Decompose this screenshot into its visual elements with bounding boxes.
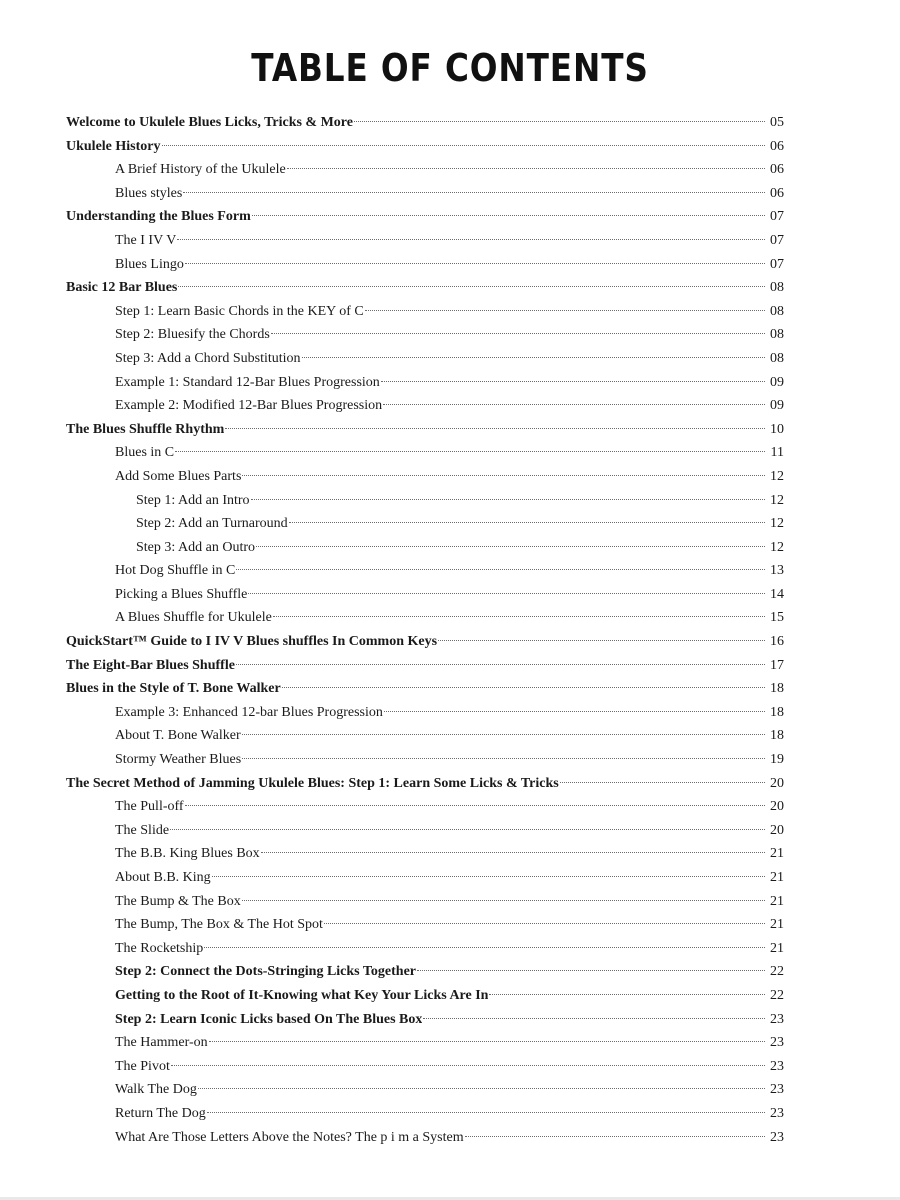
toc-entry-title: Step 1: Learn Basic Chords in the KEY of C [115,303,364,319]
toc-entry-page-number: 07 [770,232,784,248]
dot-leader [209,1041,765,1042]
dot-leader [207,1112,765,1113]
dot-leader [225,428,765,429]
toc-entry-page-number: 23 [770,1105,784,1121]
toc-entry-page-number: 10 [770,421,784,437]
toc-entry-page-number: 15 [770,610,784,626]
dot-leader [171,1065,765,1066]
toc-entry-title: QuickStart™ Guide to I IV V Blues shuffles In Common Keys [66,634,438,650]
dot-leader [236,569,765,570]
toc-entry-title: Getting to the Root of It-Knowing what Key Your Licks Are In [115,987,489,1003]
toc-entry[interactable] [66,748,784,772]
dot-leader [183,192,765,193]
toc-entry-title: Step 3: Add an Outro [136,539,255,555]
toc-entry[interactable] [66,960,784,984]
toc-entry[interactable] [66,1008,784,1032]
dot-leader [242,475,765,476]
dot-leader [560,782,765,783]
toc-entry-page-number: 23 [770,1058,784,1074]
toc-entry-title: The B.B. King Blues Box [115,846,260,862]
toc-entry[interactable] [66,111,784,135]
dot-leader [204,947,765,948]
toc-entry[interactable] [66,583,784,607]
dot-leader [289,522,765,523]
toc-entry[interactable] [66,347,784,371]
dot-leader [162,145,766,146]
toc-entry-page-number: 23 [770,1082,784,1098]
dot-leader [256,546,765,547]
toc-entry[interactable] [66,489,784,513]
dot-leader [185,263,765,264]
toc-entry[interactable] [66,1078,784,1102]
toc-entry-page-number: 06 [770,138,784,154]
toc-entry-title: Hot Dog Shuffle in C [115,563,236,579]
toc-entry-page-number: 23 [770,1035,784,1051]
toc-entry-page-number: 12 [770,516,784,532]
toc-entry-page-number: 08 [770,303,784,319]
toc-entry-title: The Secret Method of Jamming Ukulele Blues: Step 1: Learn Some Licks & Tricks [66,775,559,791]
toc-entry-title: The Blues Shuffle Rhythm [66,421,225,437]
toc-entry[interactable] [66,536,784,560]
dot-leader [248,593,765,594]
toc-entry[interactable] [66,1055,784,1079]
toc-entry-title: Blues in C [115,445,175,461]
dot-leader [365,310,765,311]
toc-entry-title: Return The Dog [115,1105,206,1121]
toc-entry-title: Example 3: Enhanced 12-bar Blues Progression [115,704,383,720]
toc-entry[interactable] [66,182,784,206]
toc-entry[interactable] [66,1031,784,1055]
toc-entry-title: The I IV V [115,232,177,248]
table-of-contents [66,111,784,1149]
toc-entry[interactable] [66,677,784,701]
toc-entry[interactable] [66,559,784,583]
dot-leader [384,711,765,712]
toc-entry-page-number: 13 [770,563,784,579]
toc-entry-title: Stormy Weather Blues [115,752,242,768]
toc-entry-page-number: 09 [770,398,784,414]
toc-entry-page-number: 07 [770,209,784,225]
toc-entry-page-number: 14 [770,586,784,602]
toc-entry[interactable] [66,276,784,300]
toc-entry-page-number: 08 [770,350,784,366]
toc-entry[interactable] [66,819,784,843]
toc-entry-page-number: 20 [770,775,784,791]
toc-entry[interactable] [66,701,784,725]
toc-entry-title: Example 1: Standard 12-Bar Blues Progression [115,374,380,390]
toc-entry-title: Step 2: Add an Turnaround [136,516,288,532]
dot-leader [282,687,765,688]
toc-entry-title: A Brief History of the Ukulele [115,162,286,178]
toc-entry-page-number: 22 [770,964,784,980]
toc-entry-title: The Bump, The Box & The Hot Spot [115,917,323,933]
dot-leader [178,286,765,287]
toc-entry-title: A Blues Shuffle for Ukulele [115,610,272,626]
dot-leader [236,664,765,665]
toc-entry-title: What Are Those Letters Above the Notes? The p i m a System [115,1129,464,1145]
toc-entry[interactable] [66,724,784,748]
toc-entry-page-number: 21 [770,893,784,909]
toc-entry[interactable] [66,418,784,442]
toc-entry-title: The Pivot [115,1058,170,1074]
toc-entry[interactable] [66,205,784,229]
dot-leader [423,1018,765,1019]
toc-entry-title: The Pull-off [115,799,184,815]
dot-leader [242,734,765,735]
dot-leader [438,640,765,641]
dot-leader [354,121,765,122]
toc-entry-page-number: 05 [770,115,784,130]
toc-entry-title: Step 1: Add an Intro [136,492,250,508]
toc-entry-page-number: 23 [770,1129,784,1145]
toc-entry-title: Blues Lingo [115,256,184,272]
toc-entry[interactable] [66,1102,784,1126]
toc-entry-title: The Hammer-on [115,1035,208,1051]
toc-entry-title: Blues styles [115,185,183,201]
toc-entry[interactable] [66,984,784,1008]
toc-entry-page-number: 20 [770,799,784,815]
toc-entry[interactable] [66,300,784,324]
toc-entry[interactable] [66,937,784,961]
dot-leader [273,616,765,617]
toc-entry-page-number: 12 [770,539,784,555]
dot-leader [383,404,765,405]
toc-entry[interactable] [66,890,784,914]
toc-entry-page-number: 09 [770,374,784,390]
toc-entry-page-number: 23 [770,1011,784,1027]
dot-leader [185,805,765,806]
toc-entry-page-number: 12 [770,468,784,484]
toc-entry-title: Blues in the Style of T. Bone Walker [66,681,281,697]
toc-entry[interactable] [66,371,784,395]
dot-leader [465,1136,765,1137]
dot-leader [489,994,765,995]
toc-entry-page-number: 18 [770,681,784,697]
dot-leader [251,499,765,500]
toc-entry-page-number: 19 [770,752,784,768]
dot-leader [170,829,765,830]
toc-entry[interactable] [66,630,784,654]
toc-entry[interactable] [66,512,784,536]
toc-entry-title: The Slide [115,822,170,838]
toc-entry-title: Step 2: Connect the Dots-Stringing Licks Together [115,964,417,980]
dot-leader [324,923,765,924]
toc-entry-title: Step 3: Add a Chord Substitution [115,350,301,366]
dot-leader [261,852,765,853]
toc-entry[interactable] [66,229,784,253]
toc-entry-title: The Rocketship [115,940,204,956]
toc-entry-page-number: 21 [770,870,784,885]
dot-leader [381,381,765,382]
toc-entry-page-number: 06 [770,162,784,178]
toc-entry-page-number: 07 [770,256,784,272]
dot-leader [198,1088,765,1089]
toc-entry[interactable] [66,441,784,465]
toc-entry-title: Add Some Blues Parts [115,468,242,484]
toc-entry-title: Picking a Blues Shuffle [115,586,248,602]
toc-entry-title: Ukulele History [66,138,161,154]
toc-entry[interactable] [66,394,784,418]
toc-entry-page-number: 18 [770,728,784,744]
toc-entry-page-number: 11 [770,445,784,461]
toc-entry[interactable] [66,654,784,678]
dot-leader [252,215,765,216]
toc-entry-title: Step 2: Bluesify the Chords [115,327,270,343]
toc-entry-title: Understanding the Blues Form [66,209,251,225]
toc-entry-title: Example 2: Modified 12-Bar Blues Progression [115,398,383,414]
toc-entry-page-number: 21 [770,846,784,862]
toc-entry-title: The Eight-Bar Blues Shuffle [66,657,235,673]
toc-entry-title: About T. Bone Walker [115,728,241,744]
toc-entry[interactable] [66,866,784,890]
toc-entry[interactable] [66,842,784,866]
toc-entry-page-number: 08 [770,327,784,343]
toc-entry-page-number: 06 [770,185,784,201]
dot-leader [175,451,765,452]
toc-entry[interactable] [66,465,784,489]
dot-leader [242,900,765,901]
toc-entry-title: Welcome to Ukulele Blues Licks, Tricks & More [66,115,353,130]
toc-entry-title: The Bump & The Box [115,893,241,909]
toc-entry[interactable] [66,913,784,937]
toc-entry[interactable] [66,1126,784,1150]
dot-leader [417,970,765,971]
toc-entry-page-number: 21 [770,940,784,956]
toc-entry[interactable] [66,772,784,796]
toc-entry-title: About B.B. King [115,870,211,885]
toc-entry-title: Walk The Dog [115,1082,197,1098]
toc-entry-page-number: 18 [770,704,784,720]
toc-entry-page-number: 21 [770,917,784,933]
toc-entry[interactable] [66,323,784,347]
toc-entry[interactable] [66,253,784,277]
dot-leader [302,357,765,358]
dot-leader [177,239,765,240]
toc-entry-page-number: 08 [770,280,784,296]
page-title: TABLE OF CONTENTS [251,46,649,90]
toc-entry-page-number: 20 [770,822,784,838]
toc-entry[interactable] [66,135,784,159]
toc-entry-page-number: 22 [770,987,784,1003]
dot-leader [271,333,765,334]
toc-entry[interactable] [66,795,784,819]
toc-entry-page-number: 16 [770,634,784,650]
dot-leader [212,876,765,877]
toc-entry-title: Step 2: Learn Iconic Licks based On The Blues Box [115,1011,423,1027]
toc-entry-page-number: 12 [770,492,784,508]
toc-entry[interactable] [66,606,784,630]
dot-leader [242,758,765,759]
toc-entry-title: Basic 12 Bar Blues [66,280,178,296]
dot-leader [287,168,765,169]
toc-entry-page-number: 17 [770,657,784,673]
toc-entry[interactable] [66,158,784,182]
